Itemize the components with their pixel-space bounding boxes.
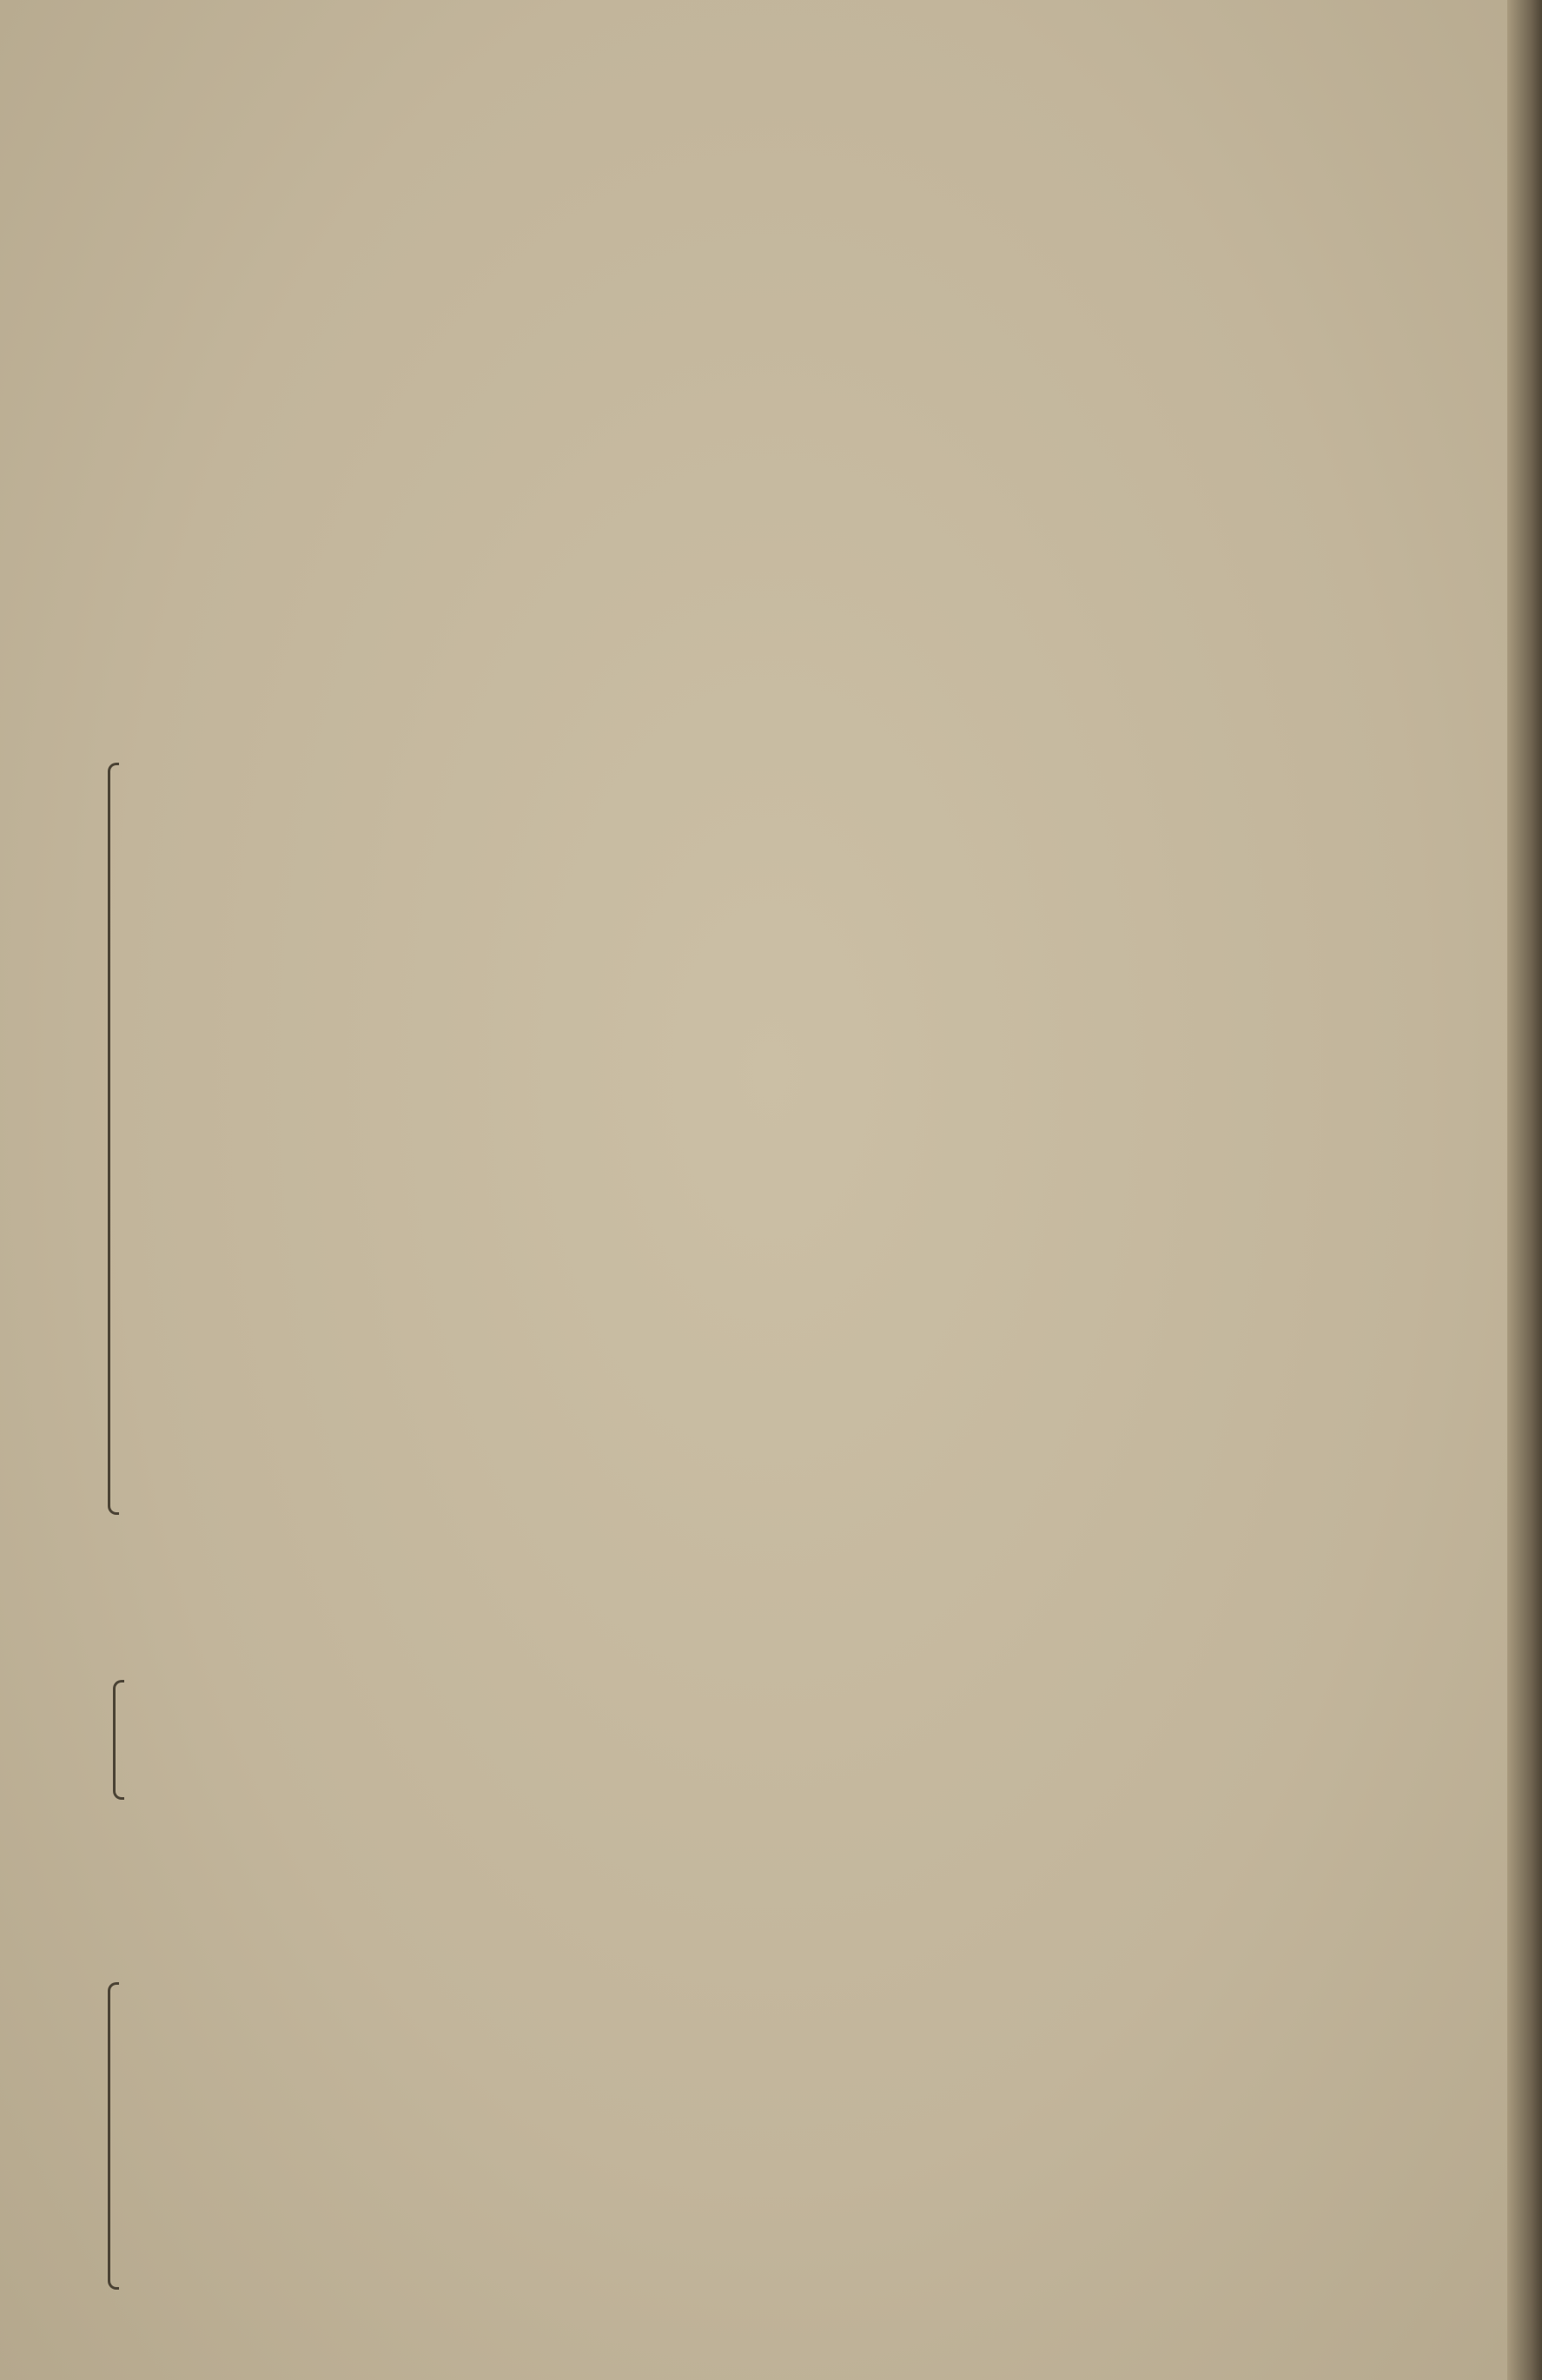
section2-brace xyxy=(113,1680,124,1800)
section1-brace xyxy=(108,763,119,1515)
section3-brace xyxy=(108,1982,119,2290)
page-edge-shadow xyxy=(1507,0,1542,2380)
document-body xyxy=(120,0,1440,2380)
